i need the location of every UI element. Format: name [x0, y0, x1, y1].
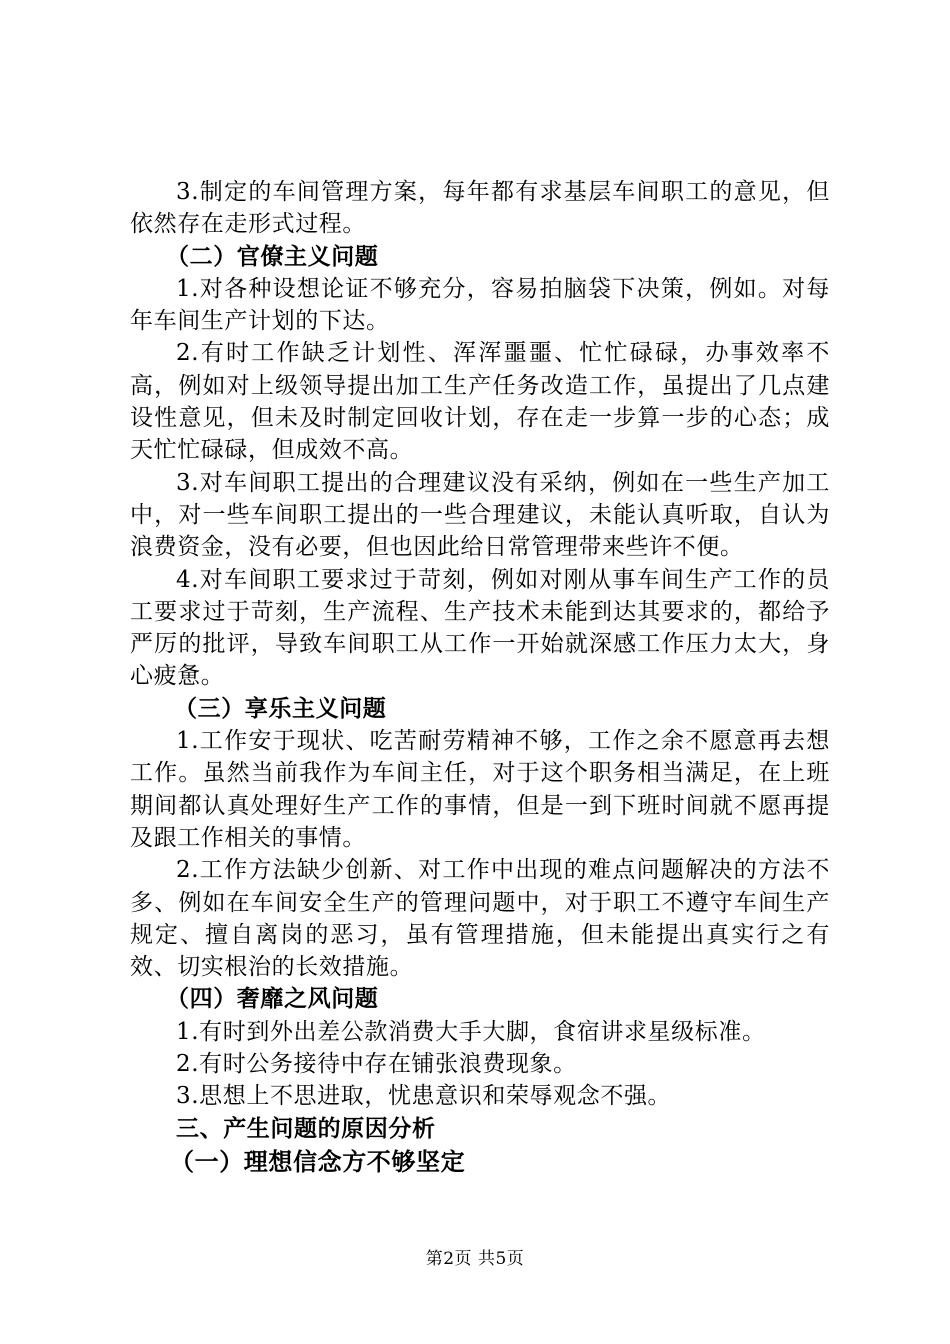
page-footer: 第2页 共5页 — [425, 1249, 525, 1269]
paragraph: 4.对车间职工要求过于苛刻，例如对刚从事车间生产工作的员工要求过于苛刻，生产流程、生产技术未能到达其要求的，都给予严厉的批评，导致车间职工从工作一开始就深感工作压力太大，身心疲惫。 — [130, 566, 830, 690]
section-heading: （二）官僚主义问题 — [166, 243, 379, 270]
section-heading: （四）奢靡之风问题 — [166, 986, 379, 1013]
paragraph: 3.制定的车间管理方案，每年都有求基层车间职工的意见，但依然存在走形式过程。 — [130, 179, 830, 238]
paragraph: 1.有时到外出差公款消费大手大脚，食宿讲求星级标准。 — [176, 1018, 766, 1045]
paragraph: 3.对车间职工提出的合理建议没有采纳，例如在一些生产加工中，对一些车间职工提出的一些合理建议，未能认真听取，自认为浪费资金，没有必要，但也因此给日常管理带来些许不便。 — [130, 469, 830, 561]
paragraph: 1.对各种设想论证不够充分，容易拍脑袋下决策，例如。对每年车间生产计划的下达。 — [130, 275, 830, 335]
chapter-heading: 三、产生问题的原因分析 — [176, 1115, 436, 1142]
paragraph: 2.有时工作缺乏计划性、浑浑噩噩、忙忙碌碌，办事效率不高，例如对上级领导提出加工生产任务改造工作，虽提出了几点建设性意见，但未及时制定回收计划，存在走一步算一步的心态；成天忙忙碌碌，但成效不高。 — [130, 340, 830, 464]
section-heading: （一）理想信念方不够坚定 — [170, 1147, 466, 1176]
document-body — [130, 176, 830, 1180]
paragraph: 1.工作安于现状、吃苦耐劳精神不够，工作之余不愿意再去想工作。虽然当前我作为车间主任，对于这个职务相当满足，在上班期间都认真处理好生产工作的事情，但是一到下班时间就不愿再提及跟工作相关的事情。 — [130, 728, 830, 851]
paragraph: 2.工作方法缺少创新、对工作中出现的难点问题解决的方法不多、例如在车间安全生产的管理问题中，对于职工不遵守车间生产规定、擅自离岗的恶习，虽有管理措施，但未能提出真实行之有效、切实根治的长效措施。 — [130, 857, 830, 981]
paragraph: 2.有时公务接待中存在铺张浪费现象。 — [176, 1051, 577, 1078]
section-heading: （三）享乐主义问题 — [174, 695, 387, 722]
paragraph: 3.思想上不思进取，忧患意识和荣辱观念不强。 — [176, 1083, 672, 1110]
